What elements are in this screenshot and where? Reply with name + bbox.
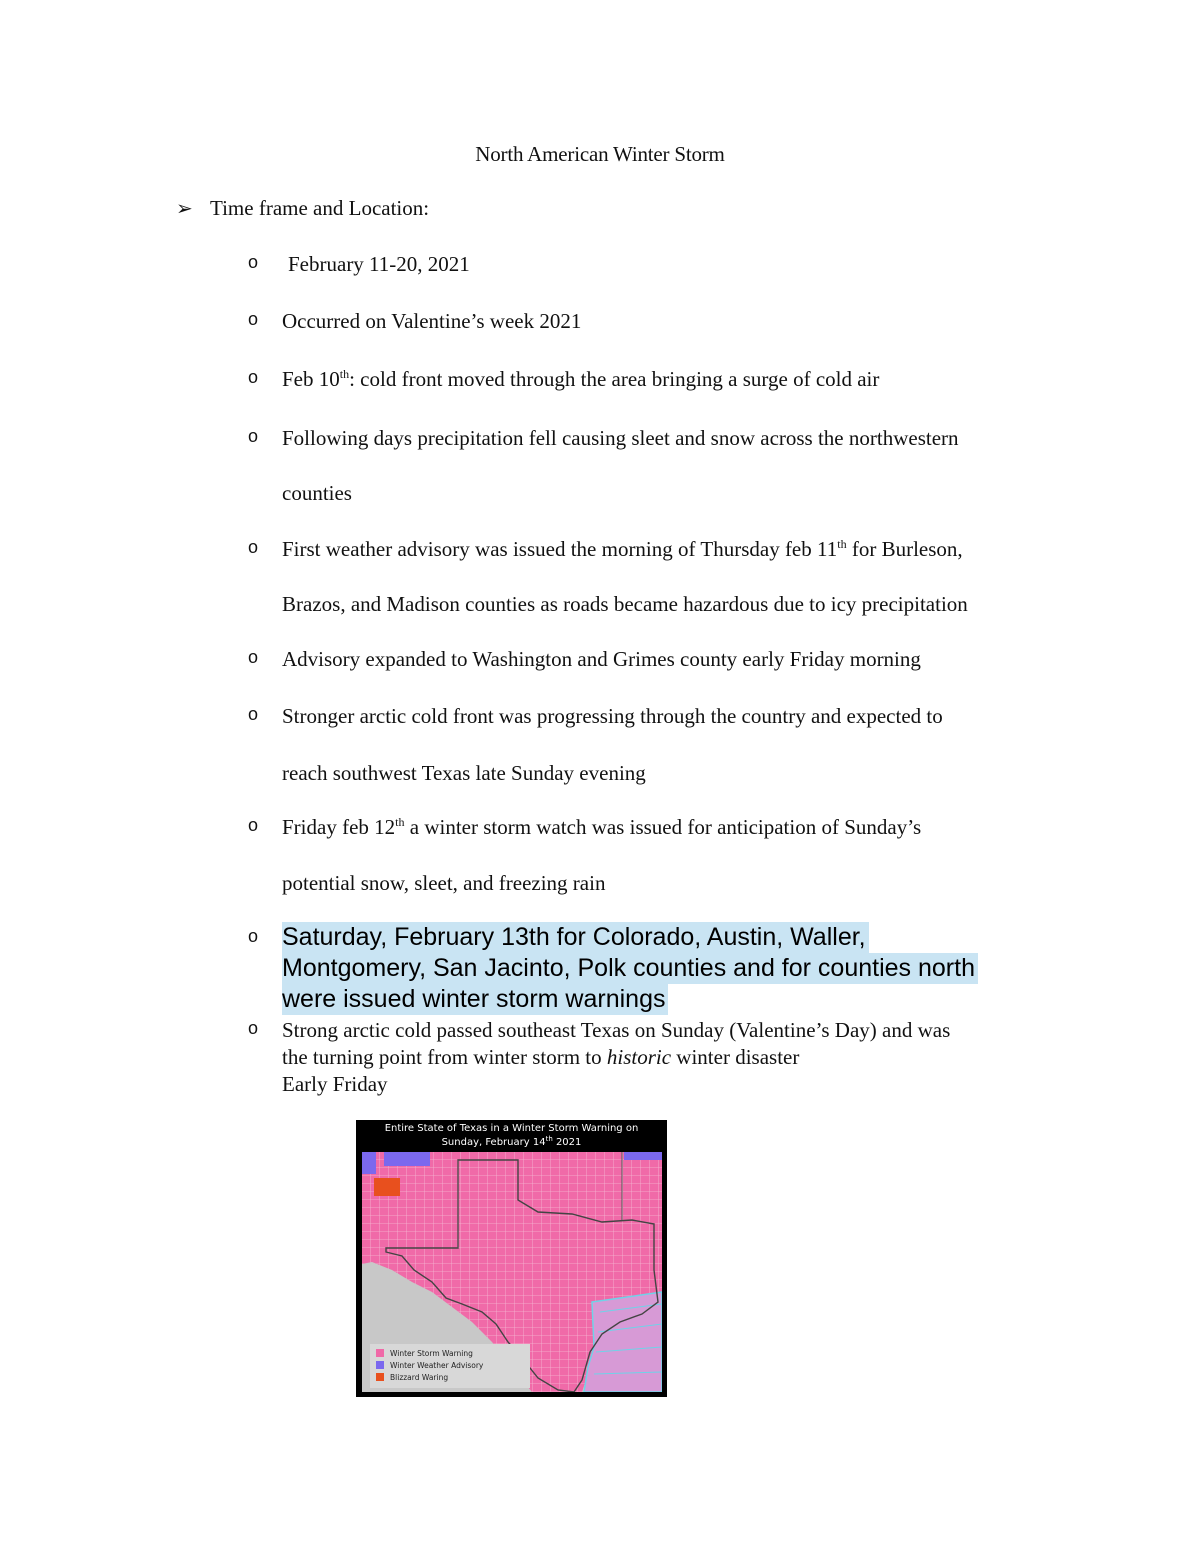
list-item-text: potential snow, sleet, and freezing rain bbox=[282, 871, 606, 895]
blizzard-area bbox=[374, 1178, 400, 1196]
bullet-icon: o bbox=[248, 252, 259, 272]
document-title: North American Winter Storm bbox=[475, 142, 725, 166]
bullet-icon: o bbox=[248, 1018, 259, 1038]
list-item-text: Advisory expanded to Washington and Grimes county early Friday morning bbox=[282, 647, 921, 671]
list-item-text: counties bbox=[282, 481, 352, 505]
list-item-text: Friday feb 12th a winter storm watch was issued for anticipation of Sunday’s bbox=[282, 815, 922, 839]
bullet-icon: o bbox=[248, 537, 259, 557]
list-item-text: Early Friday bbox=[282, 1072, 388, 1096]
section-heading: Time frame and Location: bbox=[210, 196, 430, 220]
bullet-icon: o bbox=[248, 367, 259, 387]
advisory-area bbox=[624, 1152, 662, 1160]
list-item-text: Feb 10th: cold front moved through the area bringing a surge of cold air bbox=[282, 367, 880, 391]
highlighted-text-line: were issued winter storm warnings bbox=[282, 984, 668, 1015]
legend-label: Blizzard Waring bbox=[390, 1373, 449, 1382]
legend-swatch-blizzard bbox=[376, 1373, 384, 1381]
list-item-text: Stronger arctic cold front was progressing through the country and expected to bbox=[282, 704, 943, 728]
bullet-icon: o bbox=[248, 704, 259, 724]
bullet-icon: o bbox=[248, 426, 259, 446]
bullet-icon: o bbox=[248, 926, 259, 946]
bullet-icon: o bbox=[248, 647, 259, 667]
map-title: Entire State of Texas in a Winter Storm Warning on Sunday, February 14th 2021 bbox=[384, 1123, 639, 1148]
legend-label: Winter Storm Warning bbox=[390, 1349, 473, 1358]
section-heading-row bbox=[176, 196, 429, 221]
list-item-text: Occurred on Valentine’s week 2021 bbox=[282, 309, 582, 333]
highlighted-text-line: Montgomery, San Jacinto, Polk counties and for counties north bbox=[282, 953, 978, 984]
texas-winter-storm-map bbox=[356, 1120, 667, 1397]
list-item-text: the turning point from winter storm to historic winter disaster bbox=[282, 1045, 800, 1069]
advisory-area bbox=[362, 1152, 376, 1174]
bullet-icon: o bbox=[248, 815, 259, 835]
list-item-text: February 11-20, 2021 bbox=[288, 252, 470, 276]
list-item-text: Strong arctic cold passed southeast Texas on Sunday (Valentine’s Day) and was bbox=[282, 1018, 951, 1042]
legend-label: Winter Weather Advisory bbox=[390, 1361, 484, 1370]
bullet-icon: o bbox=[248, 309, 259, 329]
arrow-bullet-icon: ➢ bbox=[176, 196, 193, 220]
highlighted-text-line: Saturday, February 13th for Colorado, Austin, Waller, bbox=[282, 922, 869, 953]
list-item-text: Following days precipitation fell causing sleet and snow across the northwestern bbox=[282, 426, 959, 450]
legend-swatch-warning bbox=[376, 1349, 384, 1357]
legend-swatch-advisory bbox=[376, 1361, 384, 1369]
advisory-area bbox=[384, 1152, 430, 1166]
map-graphic bbox=[362, 1152, 662, 1392]
list-item-text: reach southwest Texas late Sunday evening bbox=[282, 761, 646, 785]
list-item-text: First weather advisory was issued the morning of Thursday feb 11th for Burleson, bbox=[282, 537, 963, 561]
list-item-text: Brazos, and Madison counties as roads became hazardous due to icy precipitation bbox=[282, 592, 968, 616]
